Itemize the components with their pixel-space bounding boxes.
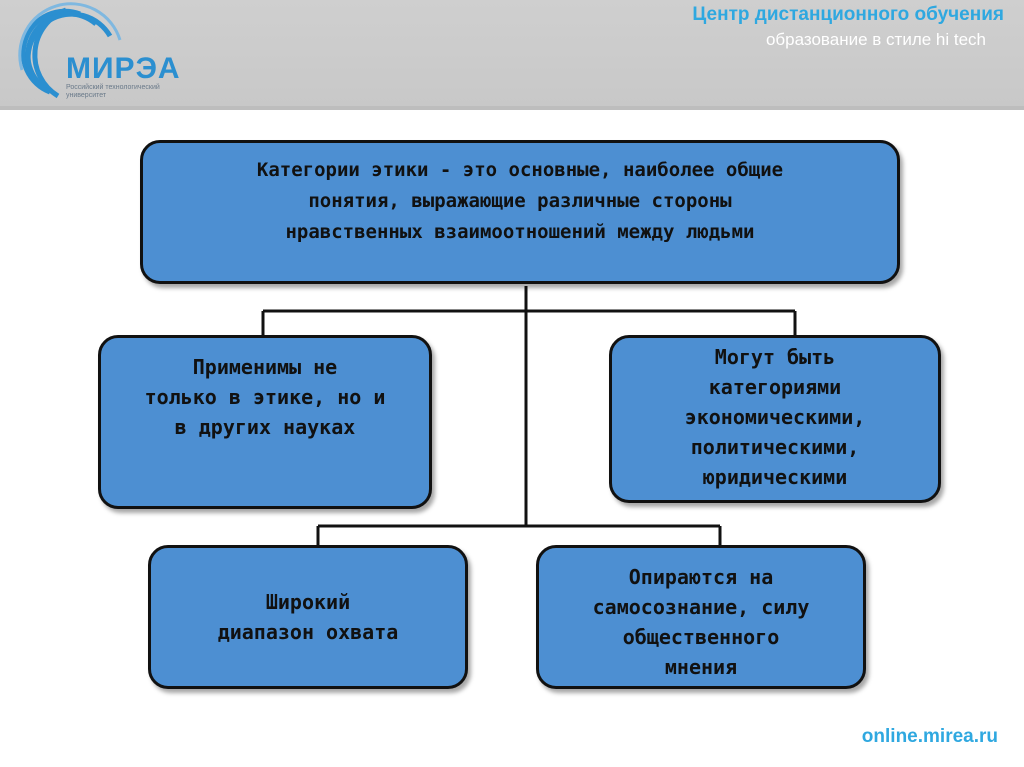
brand-tagline: Российский технологический университет [66, 84, 160, 99]
node-definition: Категории этики - это основные, наиболее общие понятия, выражающие различные стороны нравственных взаимоотношений между людьми [140, 140, 900, 284]
header-subtitle: образование в стиле hi tech [765, 30, 986, 49]
brand-word: МИРЭА [66, 52, 181, 85]
header-title: Центр дистанционного обучения [692, 4, 1004, 25]
node-wide-scope: Широкий диапазон охвата [148, 545, 468, 689]
node-applicability: Применимы не только в этике, но и в других науках [98, 335, 432, 509]
footer-url[interactable]: online.mirea.ru [861, 726, 998, 747]
node-self-awareness: Опираются на самосознание, силу общественного мнения [536, 545, 866, 689]
node-category-types: Могут быть категориями экономическими, политическими, юридическими [609, 335, 941, 503]
